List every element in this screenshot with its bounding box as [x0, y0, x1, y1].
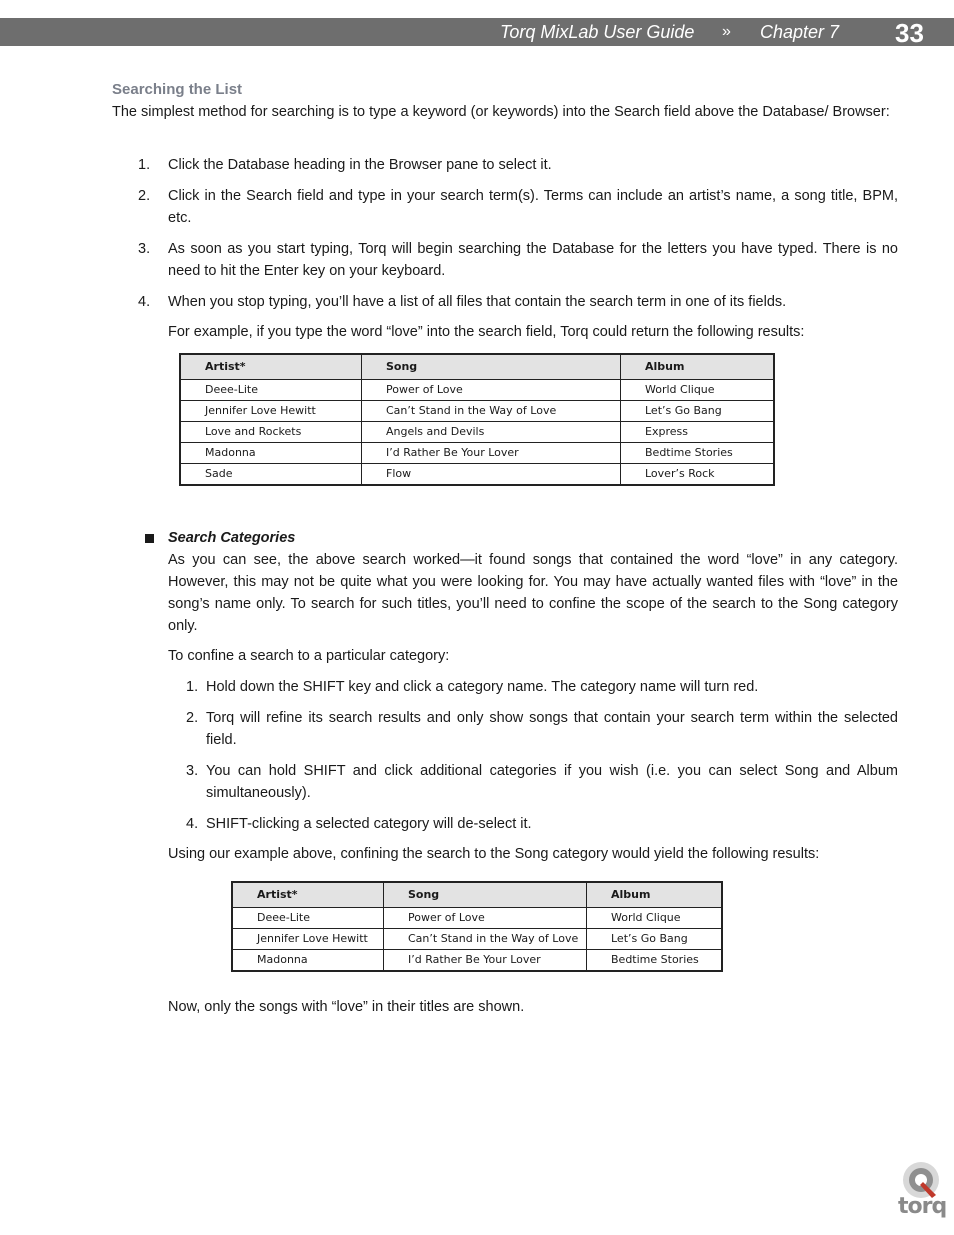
- header-separator: »: [722, 23, 731, 40]
- category-steps-list: [186, 676, 898, 844]
- table-row: Deee-Lite Power of Love World Clique: [180, 380, 774, 401]
- confine-text: To confine a search to a particular category:: [168, 648, 450, 664]
- example-text-2: Using our example above, confining the search to the Song category would yield the following results:: [168, 846, 820, 862]
- page-header: [0, 18, 954, 46]
- list-item: 3. As soon as you start typing, Torq will begin searching the Database for the letters you have typed. There is no need to hit the Enter key on your keyboard.: [138, 241, 898, 279]
- results-table-song: [231, 881, 723, 972]
- intro-paragraph: The simplest method for searching is to type a keyword (or keywords) into the Search field above the Database/ Browser:: [112, 104, 890, 120]
- closing-text: Now, only the songs with “love” in their titles are shown.: [168, 999, 525, 1015]
- list-item: 1. Hold down the SHIFT key and click a category name. The category name will turn red.: [186, 679, 759, 695]
- list-item: 4. When you stop typing, you’ll have a list of all files that contain the search term in one of its fields.: [138, 294, 787, 310]
- table-row: Madonna I’d Rather Be Your Lover Bedtime Stories: [232, 950, 722, 972]
- chapter-label: Chapter 7: [760, 22, 840, 42]
- table-row: Deee-Lite Power of Love World Clique: [232, 908, 722, 929]
- subsection-heading: Search Categories: [168, 530, 296, 546]
- list-item: 4. SHIFT-clicking a selected category will de-select it.: [186, 816, 532, 832]
- column-header-artist[interactable]: Artist*: [232, 882, 384, 908]
- logo-wordmark: torq: [898, 1194, 947, 1219]
- column-header-song[interactable]: Song: [362, 354, 621, 380]
- column-header-album[interactable]: Album: [621, 354, 775, 380]
- search-steps-list: [138, 154, 898, 322]
- results-table-all: [179, 353, 775, 486]
- list-item: 3. You can hold SHIFT and click additional categories if you wish (i.e. you can select Song and Album simultaneously).: [186, 763, 898, 801]
- table-row: Love and Rockets Angels and Devils Express: [180, 422, 774, 443]
- list-item: 1. Click the Database heading in the Browser pane to select it.: [138, 157, 552, 173]
- column-header-song[interactable]: Song: [384, 882, 587, 908]
- table-row: Jennifer Love Hewitt Can’t Stand in the Way of Love Let’s Go Bang: [232, 929, 722, 950]
- example-text: For example, if you type the word “love” into the search field, Torq could return the following results:: [168, 324, 805, 340]
- guide-title: Torq MixLab User Guide: [500, 22, 695, 42]
- section-heading: Searching the List: [112, 81, 243, 98]
- list-item: 2. Click in the Search field and type in your search term(s). Terms can include an artist’s name, a song title, BPM, etc.: [138, 188, 898, 226]
- categories-paragraph: As you can see, the above search worked—it found songs that contained the word “love” in any category. However, this may not be quite what you were looking for. You may have actually wanted files with “love” in the song’s name only. To search for such titles, you’ll need to confine the scope of the search to the Song category only.: [168, 552, 898, 634]
- page-number: 33: [895, 18, 924, 48]
- square-bullet-icon: [145, 534, 154, 543]
- column-header-album[interactable]: Album: [587, 882, 723, 908]
- column-header-artist[interactable]: Artist*: [180, 354, 362, 380]
- list-item: 2. Torq will refine its search results and only show songs that contain your search term within the selected field.: [186, 710, 898, 748]
- table-header-row: [180, 354, 774, 380]
- table-row: Sade Flow Lover’s Rock: [180, 464, 774, 486]
- table-row: Jennifer Love Hewitt Can’t Stand in the Way of Love Let’s Go Bang: [180, 401, 774, 422]
- table-row: Madonna I’d Rather Be Your Lover Bedtime Stories: [180, 443, 774, 464]
- torq-logo-icon: [896, 1158, 946, 1224]
- table-header-row: [232, 882, 722, 908]
